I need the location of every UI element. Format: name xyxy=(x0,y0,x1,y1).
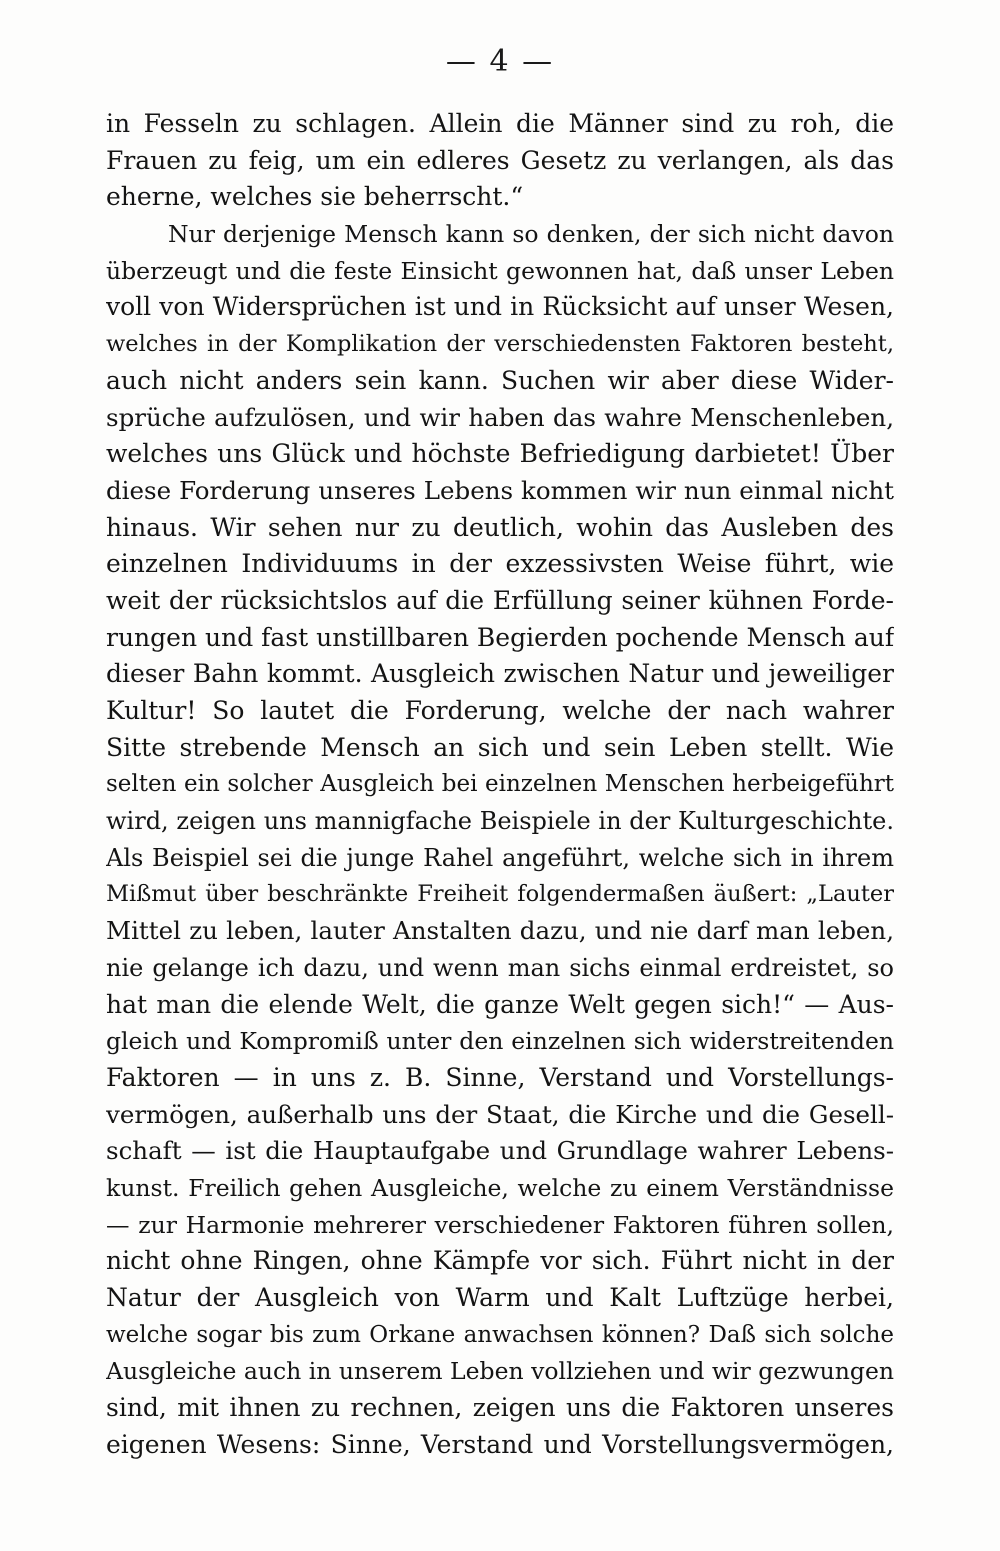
text-line: hinaus. Wir sehen nur zu deutlich, wohin das Ausleben des xyxy=(106,512,894,542)
text-line: auch nicht anders sein kann. Suchen wir aber diese Wider- xyxy=(106,365,894,395)
text-line: vermögen, außerhalb uns der Staat, die Kirche und die Gesell- xyxy=(106,1099,894,1129)
text-line: nicht ohne Ringen, ohne Kämpfe vor sich. Führt nicht in der xyxy=(106,1246,894,1276)
body-text xyxy=(106,106,894,1463)
text-line: Natur der Ausgleich von Warm und Kalt Luftzüge herbei, xyxy=(106,1283,894,1312)
text-line: welche sogar bis zum Orkane anwachsen können? Daß sich solche xyxy=(106,1321,894,1348)
text-line: diese Forderung unseres Lebens kommen wir nun einmal nicht xyxy=(106,475,894,505)
text-line: hat man die elende Welt, die ganze Welt gegen sich!“ — Aus- xyxy=(106,989,894,1019)
text-line: schaft — ist die Hauptaufgabe und Grundlage wahrer Lebens- xyxy=(106,1136,894,1166)
text-line: Mittel zu leben, lauter Anstalten dazu, und nie darf man leben, xyxy=(106,916,894,946)
text-line: Sitte strebende Mensch an sich und sein Leben stellt. Wie xyxy=(106,732,894,762)
page-number-header: — 4 — xyxy=(445,44,555,79)
text-line: dieser Bahn kommt. Ausgleich zwischen Natur und jeweiliger xyxy=(106,659,894,689)
text-line: Frauen zu feig, um ein edleres Gesetz zu verlangen, als das xyxy=(106,145,894,175)
text-line: sind, mit ihnen zu rechnen, zeigen uns die Faktoren unseres xyxy=(106,1393,894,1423)
text-line: nie gelange ich dazu, und wenn man sichs einmal erdreistet, so xyxy=(106,953,894,982)
text-line: Nur derjenige Mensch kann so denken, der sich nicht davon xyxy=(168,220,894,249)
text-line: Kultur! So lautet die Forderung, welche der nach wahrer xyxy=(106,696,894,725)
text-line: Faktoren — in uns z. B. Sinne, Verstand und Vorstellungs- xyxy=(106,1062,894,1092)
text-line: Als Beispiel sei die junge Rahel angeführt, welche sich in ihrem xyxy=(106,843,894,872)
text-line: weit der rücksichtslos auf die Erfüllung seiner kühnen Forde- xyxy=(106,585,894,615)
text-line: Mißmut über beschränkte Freiheit folgendermaßen äußert: „Lauter xyxy=(106,881,894,908)
text-line: — zur Harmonie mehrerer verschiedener Faktoren führen sollen, xyxy=(106,1210,894,1239)
text-line: gleich und Kompromiß unter den einzelnen sich widerstreitenden xyxy=(106,1027,894,1056)
text-line: welches in der Komplikation der verschiedensten Faktoren besteht, xyxy=(106,331,894,358)
text-line: Ausgleiche auch in unserem Leben vollziehen und wir gezwungen xyxy=(106,1357,894,1386)
text-line: voll von Widersprüchen ist und in Rücksicht auf unser Wesen, xyxy=(106,292,894,322)
text-line: sprüche aufzulösen, und wir haben das wahre Menschenleben, xyxy=(106,402,894,432)
text-line: kunst. Freilich gehen Ausgleiche, welche zu einem Verständnisse xyxy=(106,1173,894,1202)
text-line: rungen und fast unstillbaren Begierden pochende Mensch auf xyxy=(106,622,894,652)
text-line: überzeugt und die feste Einsicht gewonnen hat, daß unser Leben xyxy=(106,256,894,285)
text-line: wird, zeigen uns mannigfache Beispiele in der Kulturgeschichte. xyxy=(106,807,894,836)
text-line: in Fesseln zu schlagen. Allein die Männer sind zu roh, die xyxy=(106,109,894,138)
text-line: welches uns Glück und höchste Befriedigung darbietet! Über xyxy=(106,439,894,469)
text-line: eherne, welches sie beherrscht.“ xyxy=(106,182,524,212)
text-line: selten ein solcher Ausgleich bei einzelnen Menschen herbeigeführt xyxy=(106,771,894,798)
text-line: einzelnen Individuums in der exzessivsten Weise führt, wie xyxy=(106,549,894,579)
text-line: eigenen Wesens: Sinne, Verstand und Vorstellungsvermögen, xyxy=(106,1429,894,1459)
